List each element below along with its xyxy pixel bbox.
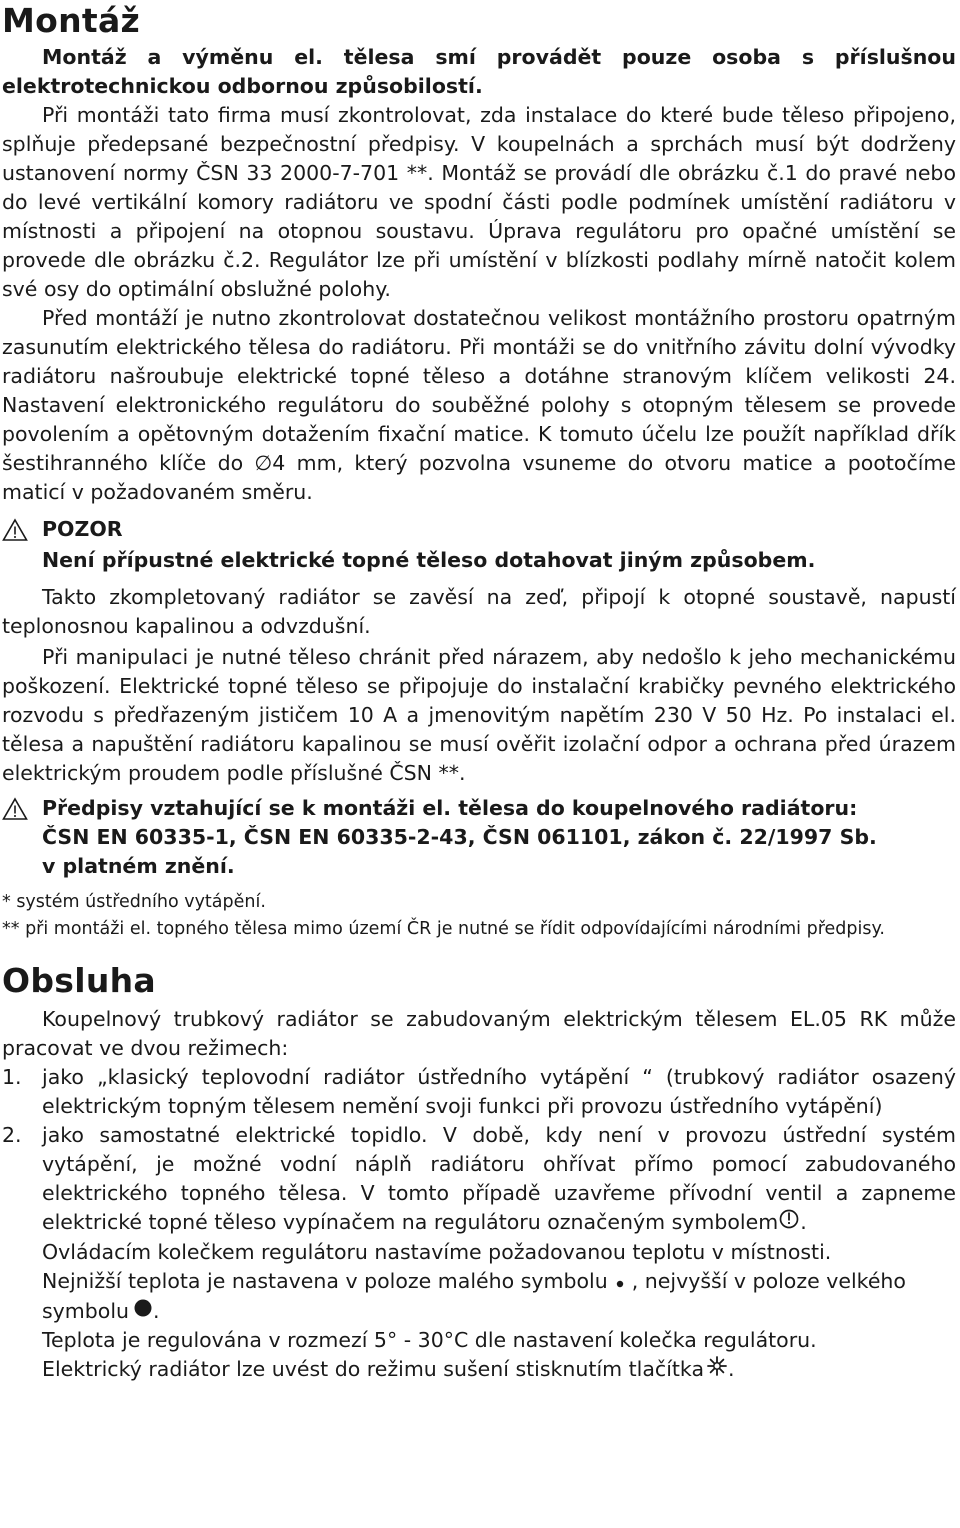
drying-text: Elektrický radiátor lze uvést do režimu sušení stisknutím tlačítka — [42, 1357, 705, 1381]
footnote-2: ** při montáži el. topného tělesa mimo území ČR je nutné se řídit odpovídajícími národními předpisy. — [2, 919, 885, 939]
list-text — [42, 1121, 956, 1238]
low-text: Nejnižší teplota je nastavena v poloze malého symbolu — [42, 1269, 608, 1293]
warning-triangle-icon — [2, 515, 42, 546]
high-text: , nejvyšší v poloze velkého symbolu — [42, 1269, 906, 1323]
montaz-paragraph-4: Takto zkompletovaný radiátor se zavěsí na zeď, připojí k otopné soustavě, napustí teplonosnou kapalinou a odvzdušní. — [2, 585, 956, 638]
document — [2, 0, 956, 1385]
regulations-list: ČSN EN 60335-1, ČSN EN 60335-2-43, ČSN 061101, zákon č. 22/1997 Sb. — [42, 825, 877, 849]
montaz-paragraph-2: Při montáži tato firma musí zkontrolovat, zda instalace do které bude těleso připojeno, splňuje předepsané bezpečnostní předpisy. V koupelnách a sprchách musí být dodrženy ustanovení normy ČSN 33 2000-7-701 **. Montáž se provádí dle obrázku č.1 do pravé nebo do levé vertikální komory radiátoru ve spodní části podle podmínek umístění radiátoru v místnosti a připojení na otopnou soustavu. Úprava regulátoru pro opačné umístění se provede dle obrázku č.2. Regulátor lze při umístění v blízkosti podlahy mírně natočit kolem své osy do optimální obslužné polohy. — [2, 103, 956, 301]
power-symbol-icon — [778, 1208, 800, 1238]
drying-end: . — [728, 1357, 735, 1381]
list-text-body: jako samostatné elektrické topidlo. V době, kdy není v provozu ústřední systém vytápění, je možné vodní náplň radiátoru ohřívat přímo pomocí zabudovaného elektrického topného tělesa. V tomto případě uzavřeme přívodní ventil a zapneme elektrické topné těleso vypínačem na regulátoru označeným symbolem — [42, 1123, 956, 1234]
qualification-notice: Montáž a výměnu el. tělesa smí provádět pouze osoba s příslušnou elektrotechnickou odbornou způsobilostí. — [2, 45, 956, 98]
list-item — [2, 1121, 956, 1238]
section-title-obsluha: Obsluha — [2, 961, 156, 1000]
warning-triangle-icon — [2, 794, 42, 825]
temperature-range-symbols — [2, 1267, 956, 1326]
list-text-end: . — [800, 1210, 807, 1234]
end-dot: . — [153, 1298, 160, 1323]
drying-mode-icon — [706, 1355, 728, 1385]
montaz-paragraph-5: Při manipulaci je nutné těleso chránit před nárazem, aby nedošlo k jeho mechanickému poškození. Elektrické topné těleso se připojuje do instalační krabičky pevného elektrického rozvodu s předřazeným jističem 10 A a jmenovitým napětím 230 V 50 Hz. Po instalaci el. tělesa a napuštění radiátoru kapalinou se musí ověřit izolační odpor a ochrana před úrazem elektrickým proudem podle příslušné ČSN **. — [2, 645, 956, 785]
warning-block-1 — [2, 515, 956, 575]
section-title-montaz: Montáž — [2, 1, 141, 40]
montaz-paragraph-3: Před montáží je nutno zkontrolovat dostatečnou velikost montážního prostoru opatrným zasunutím elektrického tělesa do radiátoru. Při montáži se do vnitřního závitu dolní vývodky radiátoru našroubuje elektrické topné těleso a dotáhne stranovým klíčem velikosti 24. Nastavení elektronického regulátoru do souběžné polohy s otopným tělesem se provede povolením a opětovným dotažením fixační matice. K tomuto účelu lze použít například dřík šestihranného klíče do ∅4 mm, který pozvolna vsuneme do otvoru matice a pootočíme maticí v požadovaném směru. — [2, 306, 956, 504]
small-dot-icon — [608, 1268, 632, 1297]
warning-title: POZOR — [42, 517, 123, 541]
list-number: 2. — [2, 1123, 22, 1147]
footnote-1: * systém ústředního vytápění. — [2, 892, 266, 912]
temperature-range-text: Teplota je regulována v rozmezí 5° - 30°C dle nastavení kolečka regulátoru. — [42, 1328, 817, 1352]
drying-mode-text — [2, 1355, 956, 1385]
list-item — [2, 1063, 956, 1121]
regulations-validity: v platném znění. — [42, 854, 235, 878]
regulations-heading: Předpisy vztahující se k montáži el. tělesa do koupelnového radiátoru: — [42, 796, 858, 820]
list-number: 1. — [2, 1065, 22, 1089]
warning-block-2 — [2, 794, 956, 881]
obsluha-intro: Koupelnový trubkový radiátor se zabudovaným elektrickým tělesem EL.05 RK může pracovat ve dvou režimech: — [2, 1007, 956, 1060]
large-dot-icon — [133, 1297, 153, 1326]
dial-instruction: Ovládacím kolečkem regulátoru nastavíme požadovanou teplotu v místnosti. — [42, 1240, 832, 1264]
warning-text: Není přípustné elektrické topné těleso dotahovat jiným způsobem. — [42, 548, 816, 572]
list-text: jako „klasický teplovodní radiátor ústředního vytápění “ (trubkový radiátor osazený elektrickým topným tělesem nemění svoji funkci při provozu ústředního vytápění) — [42, 1065, 956, 1118]
